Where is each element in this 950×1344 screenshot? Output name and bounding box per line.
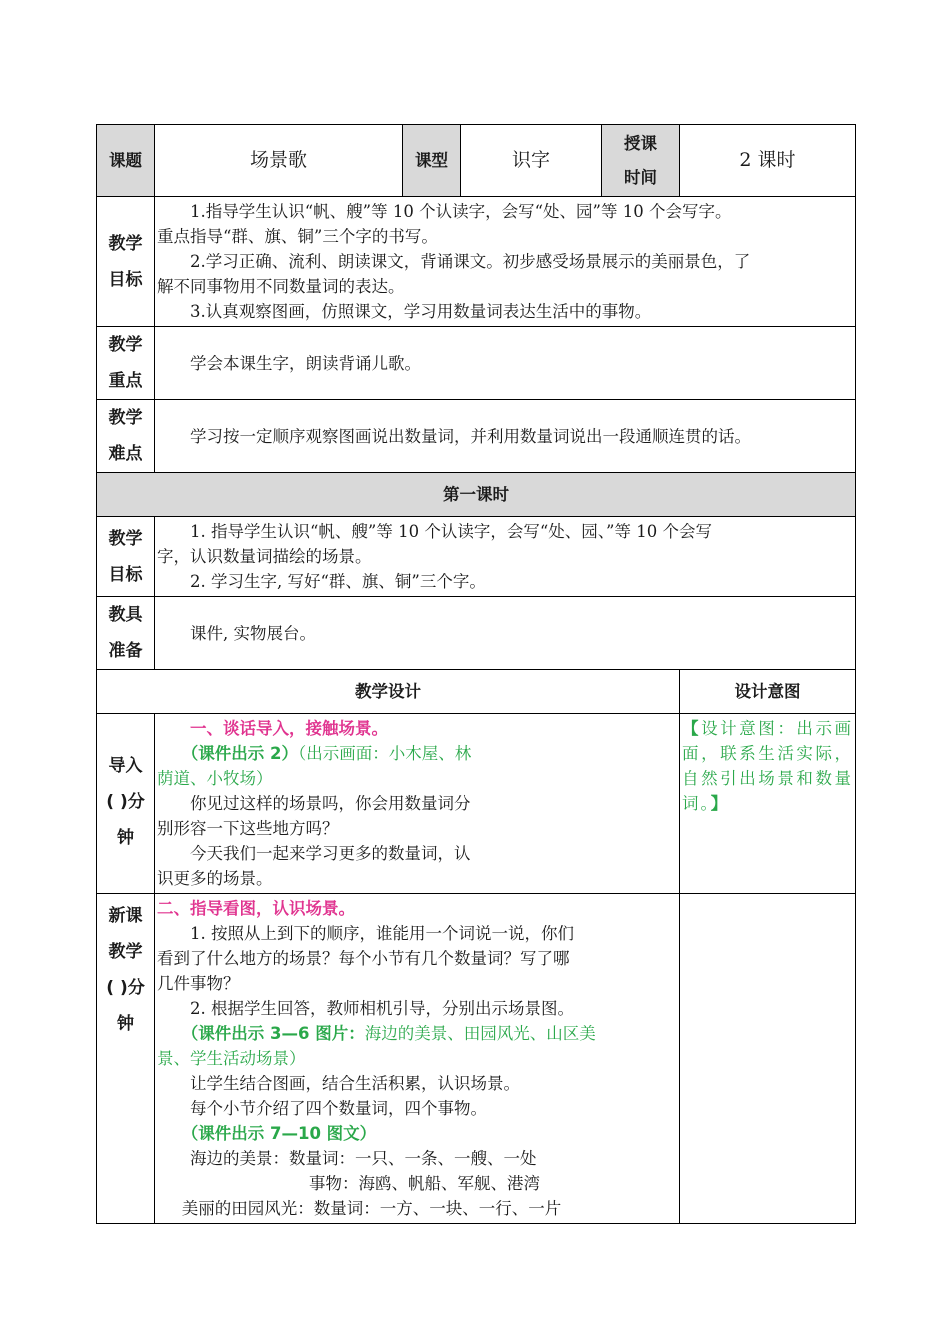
intro-ppt-line2: 荫道、小牧场）: [157, 769, 273, 788]
ppt1-bold: （课件出示 3—6 图片：: [181, 1024, 365, 1043]
intro-heading: 一、谈话导入，接触场景。: [190, 719, 388, 738]
type-value: 识字: [461, 125, 602, 197]
difficulties-label-line1: 教学: [108, 408, 143, 428]
intro-p2-line1: 今天我们一起来学习更多的数量词，认: [190, 844, 471, 863]
intro-content: [155, 714, 680, 894]
lesson1-goals-label-line2: 目标: [108, 564, 143, 585]
new-lesson-label-line2: 教学: [108, 942, 143, 962]
time-value: 2 课时: [680, 125, 856, 197]
goals-row: [97, 197, 856, 327]
tools-label: [97, 597, 155, 670]
intro-text-block: [157, 716, 532, 891]
lesson1-goal-2: 2. 学习生字, 写好“群、旗、铜”三个字。: [190, 572, 486, 591]
intro-label-line1: 导入: [108, 756, 143, 776]
new-lesson-label: [97, 894, 155, 1224]
lesson1-goals-label-line1: 教学: [108, 528, 143, 549]
lesson1-title: 第一课时: [97, 473, 856, 517]
goal-1-line2: 重点指导“群、旗、铜”三个字的书写。: [157, 227, 438, 246]
key-points-row: [97, 327, 856, 400]
sea-quantifiers: 海边的美景：数量词：一只、一条、一艘、一处: [190, 1149, 537, 1168]
goal-3: 3.认真观察图画，仿照课文，学习用数量词表达生活中的事物。: [190, 302, 652, 321]
time-label-line2: 时间: [624, 167, 657, 187]
ppt1-line2: 景、学生活动场景）: [157, 1049, 306, 1068]
new-lesson-content: [155, 894, 680, 1224]
new-lesson-p1: 让学生结合图画，结合生活积累，认识场景。: [190, 1074, 520, 1093]
new-lesson-heading: 二、指导看图，认识场景。: [157, 899, 355, 918]
goal-1-line1: 1.指导学生认识“帆、艘”等 10 个认读字，会写“处、园”等 10 个会写字。: [190, 202, 732, 221]
design-column-header: 教学设计: [97, 670, 680, 714]
intro-label: [97, 714, 155, 894]
intro-label-line2: ( )分: [106, 792, 145, 812]
lesson1-goal-1-line2: 字，认识数量词描绘的场景。: [157, 547, 372, 566]
q1-line1: 1. 按照从上到下的顺序，谁能用一个词说一说，你们: [190, 924, 574, 943]
key-points-content: [155, 327, 856, 400]
lesson1-title-row: [97, 473, 856, 517]
lesson1-goals-label: [97, 517, 155, 597]
new-lesson-label-line3: ( )分: [106, 978, 145, 998]
goals-label: [97, 197, 155, 327]
design-header-row: [97, 670, 856, 714]
new-lesson-p2: 每个小节介绍了四个数量词，四个事物。: [190, 1099, 487, 1118]
goals-label-line2: 目标: [108, 269, 143, 290]
type-label: 课型: [403, 125, 461, 197]
field-quantifiers: 美丽的田园风光：数量词：一方、一块、一行、一片: [181, 1199, 562, 1218]
intro-ppt-bold: （课件出示 2）: [181, 744, 298, 763]
tools-label-line1: 教具: [108, 605, 143, 625]
intent-column-header: 设计意图: [680, 670, 856, 714]
new-lesson-label-line1: 新课: [108, 906, 143, 926]
time-label: [602, 125, 680, 197]
header-row: [97, 125, 856, 197]
sea-things: 事物：海鸥、帆船、军舰、港湾: [309, 1174, 540, 1193]
ppt2: （课件出示 7—10 图文）: [181, 1124, 377, 1143]
intent-open-bracket: 【: [682, 719, 702, 738]
key-points-label: [97, 327, 155, 400]
lesson1-goals-content: [155, 517, 856, 597]
q1-line3: 几件事物？: [157, 974, 240, 993]
time-label-line1: 授课: [624, 133, 657, 153]
topic-value: 场景歌: [155, 125, 403, 197]
intent-text: 设计意图：出示画面，联系生活实际，自然引出场景和数量词。: [682, 719, 853, 813]
new-lesson-label-line4: 钟: [117, 1014, 134, 1034]
difficulties-text: 学习按一定顺序观察图画说出数量词，并利用数量词说出一段通顺连贯的话。: [190, 426, 751, 446]
key-points-label-line2: 重点: [108, 371, 143, 391]
new-lesson-row: [97, 894, 856, 1224]
topic-label: 课题: [97, 125, 155, 197]
intro-ppt-rest: （出示画面：小木屋、林: [297, 744, 472, 763]
lesson1-goal-1-line1: 1. 指导学生认识“帆、艘”等 10 个认读字，会写“处、园、”等 10 个会写: [190, 522, 712, 541]
tools-content: [155, 597, 856, 670]
key-points-text: 学会本课生字，朗读背诵儿歌。: [190, 353, 421, 373]
intro-label-line3: 钟: [117, 828, 134, 848]
intro-intent: [680, 714, 856, 894]
lesson-plan: [96, 124, 855, 1224]
tools-text: 课件, 实物展台。: [190, 623, 316, 643]
new-lesson-intent: [680, 894, 856, 1224]
intro-intent-text: [682, 716, 853, 816]
intro-p2-line2: 识更多的场景。: [157, 869, 273, 888]
difficulties-label: [97, 400, 155, 473]
intro-row: [97, 714, 856, 894]
goals-label-line1: 教学: [108, 233, 143, 254]
intent-close-bracket: 】: [710, 794, 730, 813]
intro-p1-line1: 你见过这样的场景吗，你会用数量词分: [190, 794, 471, 813]
tools-row: [97, 597, 856, 670]
key-points-label-line1: 教学: [108, 335, 143, 355]
intro-p1-line2: 别形容一下这些地方吗？: [157, 819, 339, 838]
goals-content: [155, 197, 856, 327]
intro-ppt-line1: [157, 741, 532, 766]
lesson-plan-table: [96, 124, 856, 1224]
difficulties-label-line2: 难点: [108, 444, 143, 464]
difficulties-row: [97, 400, 856, 473]
goal-2-line2: 解不同事物用不同数量词的表达。: [157, 277, 405, 296]
ppt1-rest: 海边的美景、田园风光、山区美: [364, 1024, 596, 1043]
difficulties-content: [155, 400, 856, 473]
goal-2-line1: 2.学习正确、流利、朗读课文，背诵课文。初步感受场景展示的美丽景色，了: [190, 252, 751, 271]
q1-line2: 看到了什么地方的场景？每个小节有几个数量词？写了哪: [157, 949, 570, 968]
tools-label-line2: 准备: [108, 641, 143, 661]
q2: 2. 根据学生回答，教师相机引导，分别出示场景图。: [190, 999, 574, 1018]
lesson1-goals-row: [97, 517, 856, 597]
ppt1-line1: [157, 1021, 677, 1046]
